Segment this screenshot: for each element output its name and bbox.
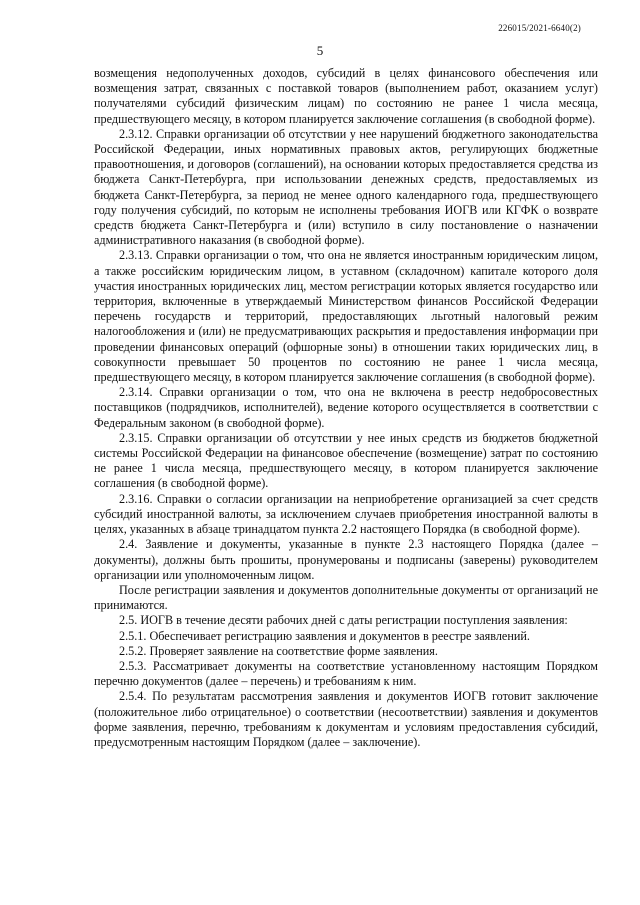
paragraph-2-3-12: 2.3.12. Справки организации об отсутствии у нее нарушений бюджетного законодательства Российской Федерации, иных нормативных правовых актов, регулирующих бюджетные правоотношения, и договоров (соглашений), на основании которых предоставляется средства из бюджета Санкт-Петербурга, при использовании денежных средств, предоставляемых из бюджета Санкт-Петербурга, за период не менее одного календарного года, предшествующего году получения субсидий, по которым не исполнены требования ИОГВ или КГФК о возврате средств бюджета Санкт-Петербурга и (или) вступило в силу постановление о назначении административного наказания (в свободной форме). — [94, 126, 598, 248]
paragraph-2-3-13: 2.3.13. Справки организации о том, что она не является иностранным юридическим лицом, а также российским юридическим лицом, в уставном (складочном) капитале которого доля участия иностранных юридических лиц, местом регистрации которых является государство или территория, включенные в утверждаемый Министерством финансов Российской Федерации перечень государств и территорий, предоставляющих льготный налоговый режим налогообложения и (или) не предусматривающих раскрытия и предоставления информации при проведении финансовых операций (офшорные зоны) в отношении таких юридических лиц, в совокупности превышает 50 процентов по состоянию не ранее 1 числа месяца, предшествующего месяцу, в котором планируется заключение соглашения (в свободной форме). — [94, 248, 598, 385]
paragraph-after-registration: После регистрации заявления и документов дополнительные документы от организаций не принимаются. — [94, 582, 598, 613]
paragraph-continuation: возмещения недополученных доходов, субсидий в целях финансового обеспечения или возмещения затрат, связанных с поставкой товаров (выполнением работ, оказанием услуг) получателями субсидий физическим лицам) по состоянию не ранее 1 числа месяца, предшествующего месяцу, в котором планируется заключение соглашения (в свободной форме). — [94, 66, 598, 126]
paragraph-2-3-14: 2.3.14. Справки организации о том, что она не включена в реестр недобросовестных поставщиков (подрядчиков, исполнителей), ведение которого осуществляется в соответствии с Федеральным законом (в свободной форме). — [94, 385, 598, 430]
paragraph-2-4: 2.4. Заявление и документы, указанные в пункте 2.3 настоящего Порядка (далее – документы), должны быть прошиты, пронумерованы и подписаны (заверены) руководителем организации или уполномоченным лицом. — [94, 537, 598, 582]
paragraph-2-5: 2.5. ИОГВ в течение десяти рабочих дней с даты регистрации поступления заявления: — [119, 613, 568, 628]
paragraph-2-5-3: 2.5.3. Рассматривает документы на соответствие установленному настоящим Порядком перечню документов (далее – перечень) и требованиям к ним. — [94, 658, 598, 689]
paragraph-2-5-4: 2.5.4. По результатам рассмотрения заявления и документов ИОГВ готовит заключение (положительное либо отрицательное) о соответствии (несоответствии) заявления и документов форме заявления, перечню, требованиям к документам и условиям предоставления субсидий, предусмотренным настоящим Порядком (далее – заключение). — [94, 689, 598, 749]
paragraph-2-3-15: 2.3.15. Справки организации об отсутствии у нее иных средств из бюджетов бюджетной системы Российской Федерации на финансовое обеспечение (возмещение) затрат по состоянию не ранее 1 числа месяца, предшествующего месяцу, в котором планируется заключение соглашения (в свободной форме). — [94, 430, 598, 491]
paragraph-2-3-16: 2.3.16. Справки о согласии организации на неприобретение организацией за счет средств субсидий иностранной валюты, за исключением случаев приобретения иностранной валюты в целях, указанных в абзаце тринадцатом пункта 2.2 настоящего Порядка (в свободной форме). — [94, 491, 598, 537]
paragraph-2-5-1: 2.5.1. Обеспечивает регистрацию заявления и документов в реестре заявлений. — [119, 628, 530, 643]
paragraph-2-5-2: 2.5.2. Проверяет заявление на соответствие форме заявления. — [119, 643, 438, 658]
document-registration-number: 226015/2021-6640(2) — [498, 23, 581, 33]
page-number: 5 — [316, 43, 324, 58]
document-body — [94, 66, 598, 750]
